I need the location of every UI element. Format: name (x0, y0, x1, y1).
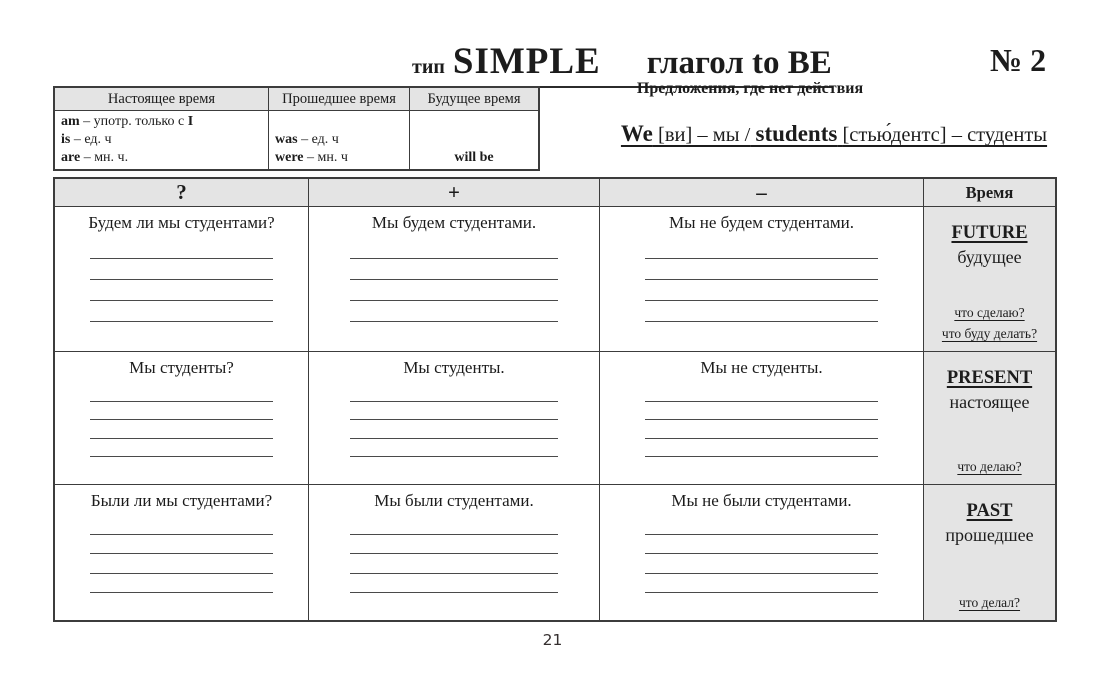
blank-line (90, 553, 272, 554)
blank-line (350, 553, 559, 554)
blank-line (645, 419, 878, 420)
blank-line (350, 401, 559, 402)
example-sentence: Мы студенты. (403, 358, 505, 377)
blank-line (350, 438, 559, 439)
blank-line (645, 279, 878, 280)
blank-line (645, 401, 878, 402)
tense-hints (942, 302, 1037, 344)
be-forms-table (53, 86, 540, 171)
blank-line (350, 300, 559, 301)
blank-line (90, 592, 272, 593)
tense-name-ru: настоящее (949, 392, 1030, 412)
blank-line (645, 456, 878, 457)
sheet-number: № 2 (990, 42, 1047, 78)
col-header-affirmative: + (309, 179, 600, 207)
subtitle: Предложения, где нет действия (636, 80, 864, 97)
example-sentence: Были ли мы студентами? (90, 491, 273, 510)
example-sentence: Мы студенты? (129, 358, 234, 377)
blank-line (645, 553, 878, 554)
tense-hints (959, 592, 1020, 613)
blank-line (90, 573, 272, 574)
tense-name-en: PRESENT (946, 368, 1033, 388)
cell-present-tense (924, 352, 1055, 485)
exercise-table (53, 177, 1057, 622)
form-are: are (61, 150, 81, 165)
note-was: – ед. ч (301, 132, 339, 147)
title-type-label: тип (412, 56, 445, 78)
blank-line (350, 456, 559, 457)
vocab-line (578, 121, 1090, 147)
cell-past-question (55, 485, 309, 620)
tense-hint: что сделаю? (954, 305, 1025, 320)
example-sentence: Мы не были студентами. (671, 491, 852, 510)
tense-name-ru: прошедшее (945, 525, 1034, 545)
example-sentence: Мы не будем студентами. (668, 213, 855, 232)
blank-line (645, 573, 878, 574)
tense-name-en: PAST (966, 501, 1013, 521)
blank-line (90, 438, 272, 439)
cell-future-affirmative (309, 207, 600, 352)
note-am: – употр. только с (83, 114, 185, 129)
writing-lines (309, 512, 599, 611)
example-sentence: Мы будем студентами. (371, 213, 537, 232)
cell-future-negative (600, 207, 924, 352)
blank-line (90, 401, 272, 402)
blank-line (645, 438, 878, 439)
blank-line (645, 592, 878, 593)
page-number: 21 (542, 631, 563, 649)
blank-line (350, 321, 559, 322)
form-line-is (61, 131, 262, 149)
cell-past-negative (600, 485, 924, 620)
vocab-transcription-we: [ви] – мы / (658, 124, 751, 146)
writing-lines (309, 234, 599, 342)
example-sentence: Мы не студенты. (700, 358, 823, 377)
form-line-was (275, 131, 403, 149)
tense-hint: что делал? (958, 595, 1021, 610)
blank-line (90, 321, 272, 322)
writing-lines (600, 234, 923, 342)
blank-line (350, 592, 559, 593)
col-header-tense: Время (924, 179, 1055, 207)
blank-line (90, 419, 272, 420)
form-were: were (275, 150, 304, 165)
blank-line (90, 279, 272, 280)
example-sentence: Мы были студентами. (374, 491, 534, 510)
vocab-word-we: We (620, 121, 653, 146)
col-header-future: Будущее время (410, 88, 538, 111)
writing-lines (309, 379, 599, 475)
writing-lines (55, 512, 308, 611)
blank-line (645, 534, 878, 535)
blank-line (645, 321, 878, 322)
vocab-word-students: students (755, 121, 838, 146)
cell-past-affirmative (309, 485, 600, 620)
note-am-bold: I (187, 114, 194, 129)
form-is: is (61, 132, 71, 147)
cell-present-affirmative (309, 352, 600, 485)
tense-hints (957, 456, 1021, 477)
form-am: am (61, 114, 80, 129)
writing-lines (600, 512, 923, 611)
form-will-be: will be (454, 150, 494, 165)
form-line-am (61, 113, 262, 131)
form-was: was (275, 132, 298, 147)
blank-line (645, 300, 878, 301)
vocab-transcription-students: [стью́дентс] – студенты (842, 124, 1048, 146)
cell-future-question (55, 207, 309, 352)
form-line-were (275, 149, 403, 167)
writing-lines (600, 379, 923, 475)
note-is: – ед. ч (73, 132, 112, 147)
past-forms-cell (269, 111, 410, 169)
tense-name-ru: будущее (957, 247, 1022, 267)
blank-line (350, 419, 559, 420)
tense-name-en: FUTURE (951, 223, 1028, 243)
writing-lines (55, 379, 308, 475)
col-header-question: ? (55, 179, 309, 207)
form-line-will-be (454, 149, 493, 167)
cell-present-question (55, 352, 309, 485)
blank-line (90, 456, 272, 457)
cell-future-tense (924, 207, 1055, 352)
blank-line (350, 534, 559, 535)
blank-line (350, 258, 559, 259)
blank-line (90, 534, 272, 535)
cell-present-negative (600, 352, 924, 485)
blank-line (645, 258, 878, 259)
blank-line (90, 300, 272, 301)
blank-line (350, 279, 559, 280)
note-are: – мн. ч. (83, 150, 129, 165)
tense-hint: что делаю? (957, 459, 1022, 474)
present-forms-cell (55, 111, 269, 169)
col-header-past: Прошедшее время (269, 88, 410, 111)
cell-past-tense (924, 485, 1055, 620)
blank-line (350, 573, 559, 574)
blank-line (90, 258, 272, 259)
tense-hint: что буду делать? (941, 326, 1038, 341)
col-header-present: Настоящее время (55, 88, 269, 111)
col-header-negative: – (600, 179, 924, 207)
writing-lines (55, 234, 308, 342)
form-line-are (61, 149, 262, 167)
title-type-value: SIMPLE (452, 41, 601, 82)
note-were: – мн. ч (307, 150, 348, 165)
title-verb-label: глагол to BE (646, 45, 832, 81)
future-forms-cell (410, 111, 538, 169)
example-sentence: Будем ли мы студентами? (88, 213, 275, 232)
